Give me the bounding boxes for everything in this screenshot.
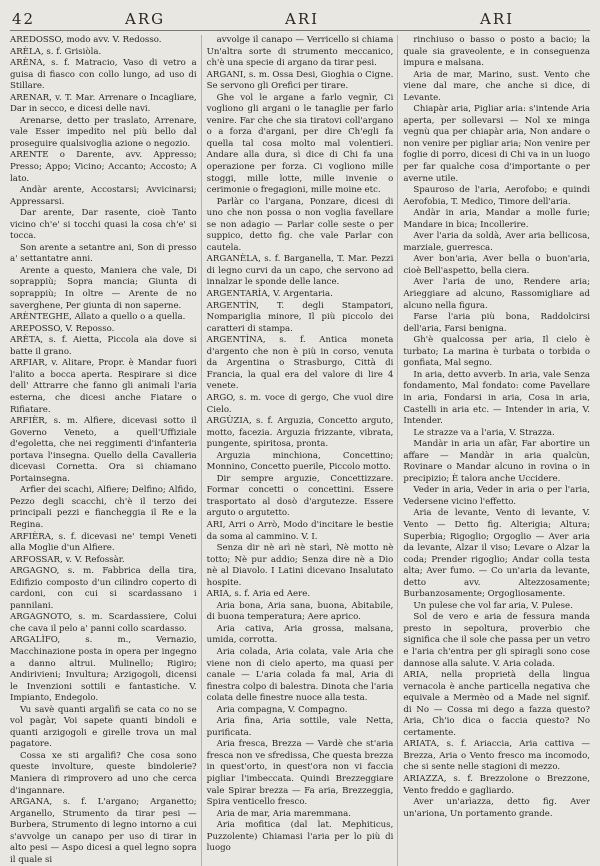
dictionary-phrase: Son arente a setantre ani, Son di presso a' settantatre anni. (10, 242, 197, 265)
dictionary-phrase: Senza dir nè arì nè starì, Nè motto nè totto; Nè pur addio; Senza dire nè a Dio nè al Diavolo. I Latini dicevano Insalutato hospite. (206, 543, 394, 588)
dictionary-entry: ARIATA, s. f. Ariaccia, Aria cattiva — Brezza, Aria o Vento fresco ma incomodo, che si sente nelle stagioni di mezzo. (403, 739, 590, 773)
dictionary-phrase: Veder in aria, Veder in aria o per l'aria, Vedersene vicino l'effetto. (403, 485, 590, 507)
dictionary-entry: ARGÙZIA, s. f. Arguzia, Concetto arguto, motto, facezia. Arguzia frizzante, vibrata, pungente, spiritosa, pronta. (206, 416, 394, 450)
dictionary-entry: ARGANÈLA, s. f. Barganella, T. Mar. Pezzi di legno curvi da un capo, che servono ad innalzar le sponde delle lance. (206, 254, 394, 288)
header-guide-word-1: ARG (125, 10, 166, 28)
dictionary-entry: AREPOSSO, V. Reposso. (10, 323, 115, 334)
column-1 (10, 35, 197, 866)
dictionary-phrase: Aria mofitica (dal lat. Mephiticus, Puzzolente) Chiamasi l'aria per lo più di luogo (206, 820, 394, 854)
dictionary-phrase: Cossa xe sti argalìfi? Che cosa sono queste involture, queste bindolerie? Maniera di rimprovero ad uno che cerca d'ingannare. (10, 750, 197, 796)
dictionary-phrase: Vu savè quanti argalìfi se cata co no se vol pagàr, Voi sapete quanti bindoli e quanti arzigogoli e girelle trova un mal pagatore. (10, 704, 197, 750)
dictionary-entry: ARGENTÌNA, s. f. Antica moneta d'argento che non è più in corso, venuta da Argentina o Strasburgo, Città di Francia, la qual era del valore di lire 4 venete. (206, 335, 394, 392)
dictionary-phrase: Aver l'aria da soldà, Aver aria bellicosa, marziale, guerresca. (403, 231, 590, 253)
dictionary-phrase: Aver l'aria de uno, Rendere aria; Arieggiare ad alcuno, Rassomigliare ad alcuno nella figura. (403, 277, 590, 311)
dictionary-phrase: Dar arente, Dar rasente, cioè Tanto vicino ch'e' si tocchi quasi la cosa ch'e' si tocca. (10, 208, 197, 242)
dictionary-phrase: Aver bon'aria, Aver bella o buon'aria, cioè Bell'aspetto, bella ciera. (403, 254, 590, 276)
dictionary-phrase: Aria de mar, Marino, sust. Vento che viene dal mare, che anche si dice, di Levante. (403, 69, 590, 103)
dictionary-phrase: Andàr in aria, Mandar a molle furie; Mandare in bica; Incollerire. (403, 208, 590, 230)
dictionary-phrase: Arenarse, detto per traslato, Arrenare, vale Esser impedito nel più bello dal proseguire qualsivoglia azione o negozio. (10, 115, 197, 149)
dictionary-entry: ARENTE o Darente, avv. Appresso; Presso; Appo; Vicino; Accanto; Accosto; A lato. (10, 150, 197, 184)
dictionary-phrase: Ghe vol le argane a farlo vegnìr, Ci vogliono gli argani o le tanaglie per farlo venire. Far che che sia tiratovi coll'argano o a forza d'argani, per dire Ch'egli fa quella tal cosa molto mal volentieri. Andare alla dura, sì dice di Chi fa una operazione per forza. Ci vogliono mille stoggi, mille lotte, mille invenie o cerimonie o fregagioni, mille moine etc. (206, 92, 394, 196)
dictionary-entry: ARFIÈR, s. m. Alfiere, dicevasi sotto il Governo Veneto, a quell'Uffiziale d'egoletta, che nei reggimenti d'infanteria portava l'insegna. Quello della Cavalleria dicevasi Cornetta. Ora si chiamano Portainsegna. (10, 416, 197, 484)
dictionary-entry: ARIAZZA, s. f. Brezzolone o Brezzone, Vento freddo e gagliardo. (403, 774, 590, 796)
header-guide-word-3: ARI (480, 10, 515, 28)
dictionary-phrase: Farse l'aria più bona, Raddolcirsi dell'aria, Farsi benigna. (403, 312, 590, 334)
dictionary-phrase: Arguzia minchiona, Concettino; Monnino, Concetto puerile, Piccolo motto. (206, 450, 394, 473)
dictionary-phrase: Aria de levante, Vento di levante, V. Vento — Detto fig. Alterigia; Altura; Superbia; Rigoglio; Orgoglio — Aver aria da levante, Alzar il viso; Levare o Alzar la coda; Prender rigoglio; Andar colla testa alta; Aver fumo. — Co un'aria da levante, detto avv. Altezzosamente; Burbanzosamente; Orgogliosamente. (403, 508, 590, 600)
dictionary-entry: ARGENTÌN, T. degli Stampatori, Nompariglia minore, Il più piccolo dei caratteri di stampa. (206, 300, 394, 334)
dictionary-phrase: avvolge il canapo — Verricello si chiama Un'altra sorte di strumento meccanico, ch'è una specie di argano da tirar pesi. (206, 35, 394, 69)
dictionary-phrase: Aria cativa, Aria grossa, malsana, umida, corrotta. (206, 623, 394, 646)
dictionary-phrase: Parlàr co l'argana, Ponzare, dicesi di uno che non possa o non voglia favellare se non adagio — Parlar colle seste o per suppico, detto fig. che vale Parlar con cautela. (206, 196, 394, 253)
dictionary-phrase: Dir sempre arguzie, Concettizzare. Formar concetti o concettini. Essere trasportato al dosò d'argutezze. Essere arguto o argutetto. (206, 473, 394, 519)
dictionary-phrase: Un pulese che vol far aria, V. Pulese. (413, 600, 573, 611)
dictionary-phrase: Aria colada, Aria colata, vale Aria che viene non di cielo aperto, ma quasi per canale — L'aria colada fa mal, Aria di finestra colpo di balestra. Dinota che l'aria colata delle finestre nuoce alla testa. (206, 646, 394, 704)
dictionary-entry: ARGO, s. m. voce di gergo, Che vuol dire Cielo. (206, 392, 394, 415)
dictionary-entry: ARÈNTEGHE, Allato a quello o a quella. (10, 312, 186, 323)
dictionary-phrase: Le strazze va a l'aria, V. Strazza. (413, 427, 555, 438)
dictionary-phrase: Andàr arente, Accostarsi; Avvicinarsi; Appressarsi. (10, 185, 197, 207)
dictionary-entry: ARGAGNOTO, s. m. Scardassiere, Colui che cava il pelo a' panni collo scardasso. (10, 612, 197, 634)
dictionary-entry: ARI, Arri o Arrò, Modo d'incitare le bestie da soma al cammino. V. I. (206, 519, 394, 542)
dictionary-entry: ARFOSSAR, v. V. Refossàr. (10, 554, 125, 565)
dictionary-entry: ARGANA, s. f. L'argano; Arganetto; Arganello, Strumento da tirar pesi — Burbera, Strumento di legno intorno a cui s'avvolge un canapo per uso di tirar in alto pesi — Aspo dicesi a quel legno sopra il quale si (10, 797, 197, 865)
dictionary-entry: ARÈNA, s. f. Matracio, Vaso di vetro a guisa di fiasco con collo lungo, ad uso di Stillare. (10, 58, 197, 92)
page-number: 42 (12, 10, 36, 28)
header-guide-word-2: ARI (285, 10, 320, 28)
dictionary-entry: ARIA, nella proprietà della lingua vernacola è anche particella negativa che equivale a Mermèo od a Made nel signif. di No — Cossa mi dego a fazza questo? Aria, Ch'io dica o faccia questo? No certamente. (403, 670, 590, 738)
dictionary-phrase: In aria, detto avverb. In aria, vale Senza fondamento, Mal fondato: come Pavellare in aria, Fondarsi in aria, Cosa in aria, Castelli in aria etc. — Intender in aria, V. Intender. (403, 369, 590, 427)
dictionary-phrase: Mandàr in aria un afàr, Far abortire un affare — Mandàr in aria qualcùn, Rovinare o Mandar alcuno in rovina o in precipizio; È talora anche Uccidere. (403, 439, 590, 484)
running-header (10, 8, 590, 31)
column-3 (403, 35, 590, 866)
dictionary-entry: AREDOSSO, modo avv. V. Redosso. (10, 35, 162, 45)
dictionary-entry: ARFIÈRA, s. f. dicevasi ne' tempi Veneti alla Moglie d'un Alfiere. (10, 531, 197, 554)
dictionary-phrase: rinchiuso o basso o posto a bacio; la quale sia graveolente, e in conseguenza impura e malsana. (403, 35, 590, 69)
dictionary-phrase: Gh'è qualcossa per aria, Il cielo è turbato; La marina è turbata o torbida o gonfiata, Mal segno. (403, 335, 590, 369)
dictionary-phrase: Chiapàr aria, Pigliar aria: s'intende Aria aperta, per sollevarsi — Nol xe minga vegnù qua per chiapàr aria, Non andare o non venire per pigliar aria; Non venire per foglie di porro, dicesi di Chi va in un luogo per far qualche cosa d'importante o per averne utile. (403, 104, 590, 184)
dictionary-phrase: Sol de vero e aria de fessura manda presto in sepoltura, proverbio che significa che il sole che passa per un vetro e l'aria ch'entra per gli spiragli sono cose dannose alla salute. V. Aria colada. (403, 612, 590, 669)
dictionary-phrase: Arfier dei scachi, Alfiere; Delfino; Alfido, Pezzo degli scacchi, ch'è il terzo dei principali pezzi e fiancheggia il Re e la Regina. (10, 485, 197, 530)
dictionary-entry: ARGAGNO, s. m. Fabbrica della tira, Edifizio composto d'un cilindro coperto di cardoni, con cui si scardassano i pannilani. (10, 566, 197, 611)
dictionary-entry: ARFIAR, v. Alitare, Propr. è Mandar fuori l'alito a bocca aperta. Respirare si dice dell' Attrarre che fanno gli animali l'aria esterna, che dicesi anche Fiatare o Rifiatare. (10, 358, 197, 415)
dictionary-phrase: Aria bona, Aria sana, buona, Abitabile, di buona temperatura; Aere aprico. (206, 600, 394, 623)
dictionary-entry: ARENAR, v. T. Mar. Arrenare o Incagliare, Dar in secco, e dicesi delle navi. (10, 92, 197, 115)
dictionary-entry: ARGALÌFO, s. m., Vernazio, Macchinazione posta in opera per ingegno a danno altrui. Mulinello; Rigiro; Andirivieni; Invultura; Arzigogoli, dicensi le Invenzioni sottili e fantastiche. V. Impianto, Endegolo. (10, 635, 197, 704)
dictionary-phrase: Aria fresca, Brezza — Vardè che st'aria fresca non ve sfredissa, Che questa brezza in quest'orto, in quest'ora non vi faccia pigliar l'imbeccata. Quindi Brezzeggiare vale Spirar brezza — Fa aria, Brezzeggia, Spira venticello fresco. (206, 739, 394, 808)
dictionary-phrase: Spauroso de l'aria, Aerofobo; e quindi Aerofobia, T. Medico, Timore dell'aria. (403, 185, 590, 207)
dictionary-phrase: Aria compagna, V. Compagno. (216, 704, 348, 715)
dictionary-phrase: Aver un'arìazza, detto fig. Aver un'ariona, Un portamento grande. (403, 797, 590, 819)
dictionary-entry: ARGANI, s. m. Ossa Desi, Gioghia o Cigne. Se servono gli Orefici per tirare. (206, 69, 394, 92)
dictionary-phrase: Aria fina, Aria sottile, vale Netta, purificata. (206, 716, 394, 738)
dictionary-entry: ARIA, s. f. Aria ed Aere. (206, 589, 311, 600)
dictionary-entry: ARÈTA, s. f. Aietta, Piccola aia dove si batte il grano. (10, 335, 197, 357)
dictionary-phrase: Arente a questo, Maniera che vale, Di soprappiù; Sopra mancia; Giunta di soprappiù; In oltre — Arente de no saverghene, Per giunta di non saperne. (10, 265, 197, 311)
dictionary-phrase: Aria de mar, Aria maremmana. (216, 808, 351, 819)
column-2 (207, 35, 394, 866)
dictionary-entry: ARÈLA, s. f. Grisiòla. (10, 46, 102, 57)
dictionary-entry: ARGENTARÌA, V. Argentaria. (206, 289, 333, 300)
